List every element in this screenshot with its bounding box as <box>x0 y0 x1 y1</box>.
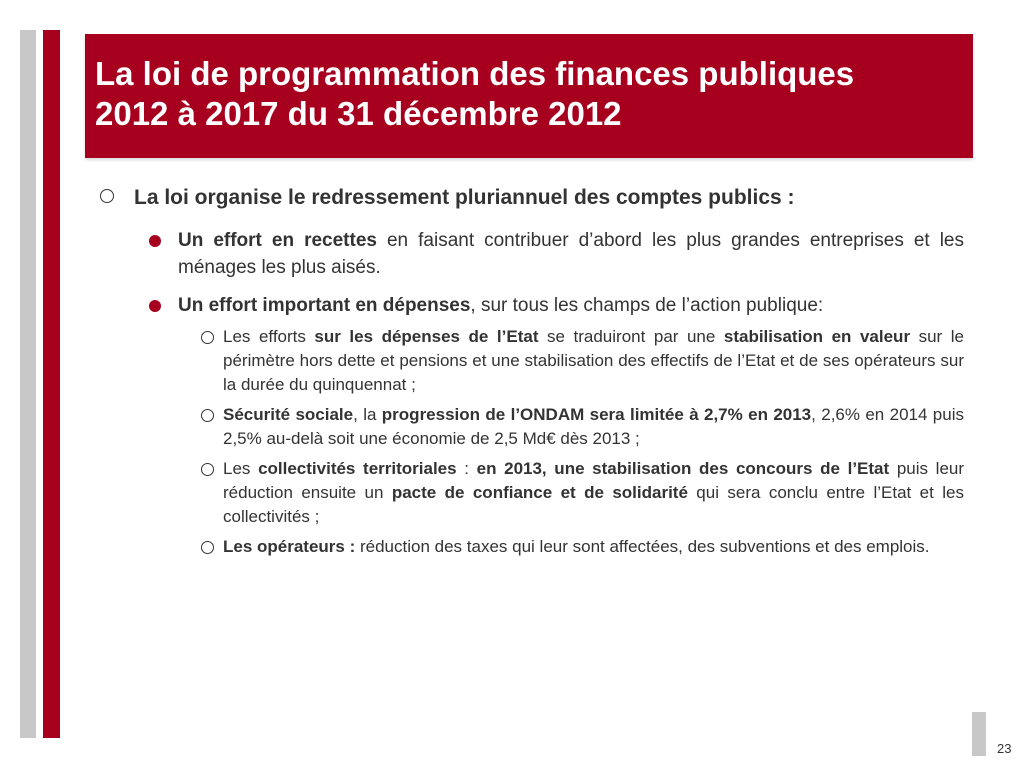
bullet-depenses-text <box>178 292 964 319</box>
sub-bullet-operateurs <box>223 535 964 559</box>
hollow-circle-bullet-icon <box>201 331 214 344</box>
text-span: en faisant contribuer d’abord les plus grandes entreprises et les ménages les plus aisés. <box>178 230 964 278</box>
sub-bullet-etat <box>223 325 964 397</box>
text-span: , 2,6% en 2014 puis 2,5% au-delà soit une économie de 2,5 Md€ dès 2013 ; <box>223 405 964 448</box>
text-span: , la <box>353 405 382 424</box>
text-span: sur le périmètre hors dette et pensions et une stabilisation des effectifs de l’Etat et de ses opérateurs sur la durée du quinquennat ; <box>223 327 964 394</box>
sub-bullet-operateurs-text <box>223 535 964 559</box>
hollow-circle-bullet-icon <box>100 189 114 203</box>
sub-bullet-etat-text <box>223 325 964 397</box>
text-span: , sur tous les champs de l’action publique: <box>470 295 824 316</box>
sub-bullet-securite-sociale <box>223 403 964 451</box>
text-span: puis leur réduction ensuite un <box>223 459 965 502</box>
bold-span: sur les dépenses de l’Etat <box>314 327 539 346</box>
page-number: 23 <box>997 741 1012 756</box>
text-span: qui sera conclu entre l’Etat et les collectivités ; <box>223 483 964 526</box>
hollow-circle-bullet-icon <box>201 541 214 554</box>
sub-bullet-collectivites-text <box>223 457 964 529</box>
text-span: : <box>456 459 477 478</box>
sub-bullet-securite-sociale-text <box>223 403 964 451</box>
left-red-bar <box>43 30 60 738</box>
text-span: Les efforts <box>223 327 315 346</box>
left-gray-bar <box>20 30 36 738</box>
bold-span: Un effort en recettes <box>178 230 377 251</box>
bullet-recettes-text <box>178 227 964 281</box>
slide-content <box>98 184 964 565</box>
bullet-level1-text: La loi organise le redressement pluriannuel des comptes publics : <box>134 186 795 209</box>
sub-bullet-collectivites <box>223 457 964 529</box>
bold-span: en 2013, une stabilisation des concours de l’Etat <box>476 459 890 478</box>
bullet-level1 <box>98 184 964 211</box>
title-banner <box>85 34 973 158</box>
bold-span: Un effort important en dépenses <box>178 295 471 316</box>
text-span: réduction des taxes qui leur sont affectées, des subventions et des emplois. <box>355 537 930 556</box>
text-span: Les <box>223 459 259 478</box>
bold-span: Les opérateurs : <box>223 537 356 556</box>
bottom-gray-square <box>972 712 986 756</box>
bold-span: stabilisation en valeur <box>723 327 911 346</box>
bullet-depenses <box>178 292 964 319</box>
red-dot-bullet-icon <box>149 235 161 247</box>
bold-span: collectivités territoriales <box>258 459 457 478</box>
bullet-recettes <box>178 227 964 281</box>
bold-span: Sécurité sociale <box>223 405 354 424</box>
text-span: se traduiront par une <box>538 327 724 346</box>
bold-span: progression de l’ONDAM sera limitée à 2,7% en 2013 <box>381 405 812 424</box>
hollow-circle-bullet-icon <box>201 409 214 422</box>
red-dot-bullet-icon <box>149 300 161 312</box>
bold-span: pacte de confiance et de solidarité <box>391 483 688 502</box>
hollow-circle-bullet-icon <box>201 463 214 476</box>
slide-title-line-1: La loi de programmation des finances publiques <box>95 55 855 92</box>
slide-title-line-2: 2012 à 2017 du 31 décembre 2012 <box>95 95 622 132</box>
